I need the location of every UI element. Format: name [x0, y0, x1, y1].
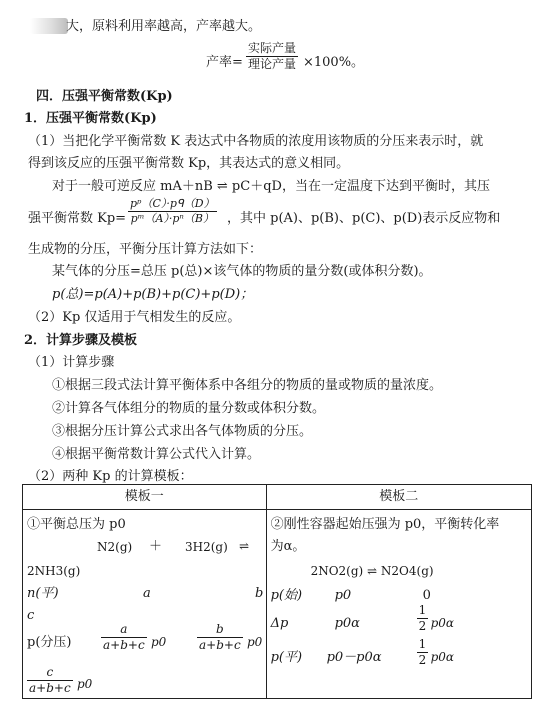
reactant-2: 3H2(g) [185, 540, 228, 554]
step-item: ①根据三段式法计算平衡体系中各组分的物质的量或物质的量浓度。 [52, 378, 443, 393]
fraction-a-num: a [101, 623, 147, 638]
reaction-equation: 2NO2(g) ⇌ N2O4(g) [310, 564, 434, 578]
templates-title: （2）两种 Kp 的计算模板： [28, 469, 193, 484]
yield-rhs: ×100%。 [303, 55, 365, 70]
delta-fraction-suffix: p0α [430, 616, 454, 630]
equilibrium-label: p(平) [270, 650, 303, 665]
template-two-intro-line-1: ②刚性容器起始压强为 p0，平衡转化率 [270, 517, 500, 532]
product: 2NH3(g) [27, 564, 81, 578]
kp-rhs: ，其中 p(A)、p(B)、p(C)、p(D)表示反应物和 [227, 211, 501, 226]
kp-fraction [128, 198, 217, 225]
section-title: 四．压强平衡常数(Kp) [36, 89, 173, 104]
moles-c: c [27, 608, 35, 623]
yield-lhs: 产率= [206, 55, 243, 70]
subsection-title-1: 1．压强平衡常数(Kp) [24, 111, 157, 126]
delta-value-1: p0α [334, 616, 360, 631]
fraction-a [101, 623, 147, 652]
equilibrium-value-1: p0－p0α [326, 650, 382, 665]
start-label: p(始) [270, 588, 303, 603]
blurred-text [30, 18, 68, 34]
yield-numerator: 实际产量 [246, 42, 298, 57]
template-two-intro-line-2: 为α。 [270, 539, 306, 554]
equilibrium-arrow-icon: ⇌ [239, 539, 249, 553]
template-one-intro: ①平衡总压为 p0 [27, 517, 126, 532]
start-value-2: 0 [422, 588, 431, 603]
partial-pressure-label: p(分压) [27, 635, 72, 650]
fraction-b [197, 623, 243, 652]
template-one-cell [23, 510, 267, 699]
equilibrium-fraction-suffix: p0α [430, 650, 454, 664]
fraction-b-num: b [197, 623, 243, 638]
paragraph-2-line-3: 生成物的分压，平衡分压计算方法如下： [28, 242, 263, 257]
delta-fraction [417, 604, 429, 633]
paragraph-1-line-1: （1）当把化学平衡常数 K 表达式中各物质的浓度用该物质的分压来表示时，就 [28, 134, 484, 149]
yield-denominator: 理论产量 [248, 57, 297, 72]
template-two-cell [266, 510, 531, 699]
fraction-b-suffix: p0 [247, 635, 263, 649]
paragraph-2-line-4: 某气体的分压=总压 p(总)×该气体的物质的量分数(或体积分数)。 [52, 264, 432, 279]
delta-label: Δp [270, 616, 289, 631]
paragraph-1-line-2: 得到该反应的压强平衡常数 Kp，其表达式的意义相同。 [28, 156, 350, 171]
paragraph-3: （2）Kp 仅适用于气相发生的反应。 [28, 310, 241, 325]
delta-fraction-den: 2 [418, 619, 427, 634]
step-item: ③根据分压计算公式求出各气体物质的分压。 [52, 424, 313, 439]
delta-fraction-num: 1 [417, 604, 429, 619]
table-header-right: 模板二 [266, 485, 531, 510]
step-item: ④根据平衡常数计算公式代入计算。 [52, 447, 261, 462]
moles-a: a [143, 586, 151, 601]
templates-table [22, 484, 532, 699]
fraction-c [27, 666, 73, 695]
fraction-c-suffix: p0 [77, 677, 93, 691]
table-header-left: 模板一 [23, 485, 267, 510]
subsection-title-2: 2．计算步骤及模板 [24, 333, 138, 348]
fraction-c-num: c [27, 666, 73, 681]
equilibrium-fraction-den: 2 [418, 653, 427, 668]
start-value-1: p0 [334, 588, 352, 603]
yield-fraction [246, 42, 298, 71]
moles-b: b [255, 586, 264, 601]
reactant-1: N2(g) [97, 540, 133, 554]
plus-sign: ＋ [149, 539, 163, 554]
fraction-a-den: a+b+c [103, 638, 145, 653]
intro-line: 大，原料利用率越高，产率越大。 [66, 19, 262, 34]
kp-denominator: pᵐ（A）·pⁿ（B） [130, 212, 214, 226]
fraction-b-den: a+b+c [199, 638, 241, 653]
steps-title: （1）计算步骤 [28, 355, 115, 370]
equilibrium-fraction [417, 638, 429, 667]
step-item: ②计算各气体组分的物质的量分数或体积分数。 [52, 401, 326, 416]
equilibrium-fraction-num: 1 [417, 638, 429, 653]
paragraph-2-line-1: 对于一般可逆反应 mA＋nB ⇌ pC＋qD，当在一定温度下达到平衡时，其压 [52, 179, 490, 194]
moles-label: n(平) [27, 586, 59, 601]
fraction-c-den: a+b+c [29, 681, 71, 696]
paragraph-2-line-5: p(总)=p(A)+p(B)+p(C)+p(D)； [52, 287, 254, 302]
kp-lhs: 强平衡常数 Kp= [28, 211, 127, 226]
fraction-a-suffix: p0 [151, 635, 167, 649]
kp-numerator: pᵖ（C）·pᑫ（D） [128, 198, 217, 212]
